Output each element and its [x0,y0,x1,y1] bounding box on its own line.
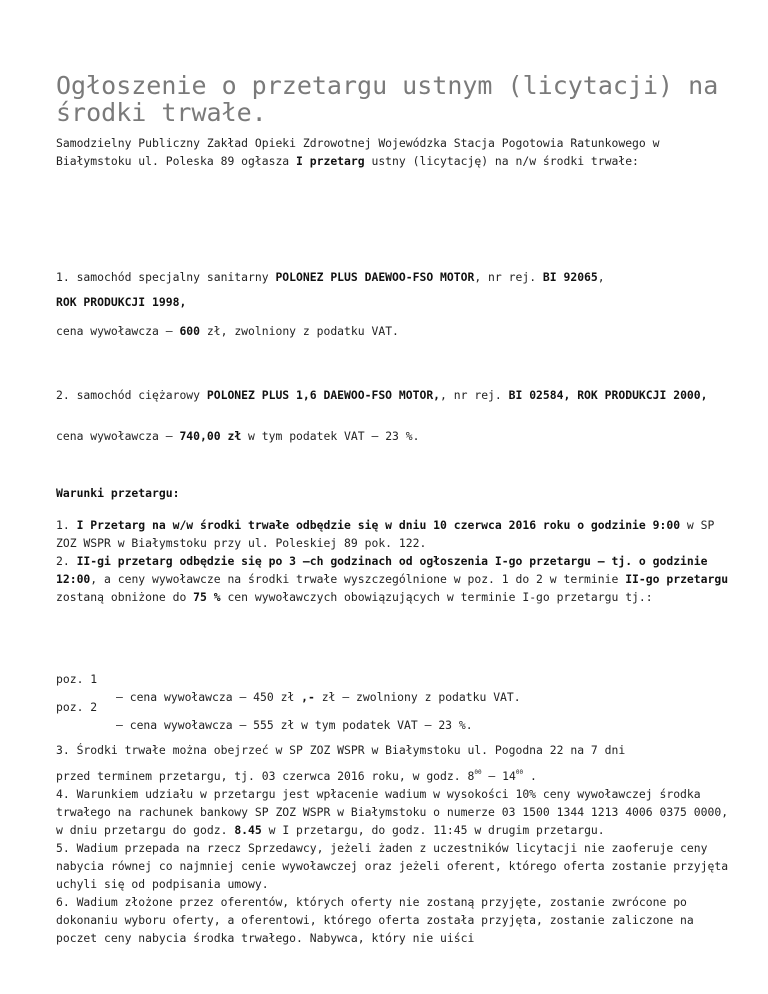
intro-paragraph: Samodzielny Publiczny Zakład Opieki Zdrowotnej Wojewódzka Stacja Pogotowia Ratunkowego w Białymstoku ul. Poleska 89 ogłasza I przetarg ustny (licytację) na n/w środki trwałe: [56,136,667,168]
conditions-paragraph: 1. I Przetarg na w/w środki trwałe odbędzie się w dniu 10 czerwca 2016 roku o godzinie 9:00 w SP ZOZ WSPR w Białymstoku przy ul. Poleskiej 89 pok. 122. 2. II-gi przetarg odbędzie się po 3 –ch godzinach od ogłoszenia I-go przetargu – tj. o godzinie 12:00, a ceny wywoławcze na środki trwałe wyszczególnione w poz. 1 do 2 w terminie II-go przetargu zostaną obniżone do 75 % cen wywoławczych obowiązujących w terminie I-go przetargu tj.: [56,518,735,604]
item2-price: cena wywoławcza – 740,00 zł w tym podatek VAT – 23 %. [56,429,420,443]
position-label: poz. 2 [56,700,98,714]
item1-line1: 1. samochód specjalny sanitarny POLONEZ PLUS DAEWOO-FSO MOTOR, nr rej. BI 92065, [56,270,605,284]
points-4-6 [56,785,736,947]
item1-price: cena wywoławcza – 600 zł, zwolniony z podatku VAT. [56,324,399,338]
position-text: – cena wywoławcza – 450 zł ,- zł – zwolniony z podatku VAT. [116,690,521,704]
position-text: – cena wywoławcza – 555 zł w tym podatek VAT – 23 %. [116,718,473,732]
item1-line2: ROK PRODUKCJI 1998, [56,295,187,309]
conditions-heading: Warunki przetargu: [56,486,180,500]
position-label: poz. 1 [56,672,98,686]
point6: 6. Wadium złożone przez oferentów, których oferty nie zostaną przyjęte, zostanie zwrócone po dokonaniu wyboru oferty, a oferentowi, którego oferta została przyjęta, zostanie zaliczone na poczet ceny nabycia środka trwałego. Nabywca, który nie uiści [56,895,701,945]
point3-line1: 3. Środki trwałe można obejrzeć w SP ZOZ WSPR w Białymstoku ul. Pogodna 22 na 7 dni [56,743,626,757]
point5: 5. Wadium przepada na rzecz Sprzedawcy, jeżeli żaden z uczestników licytacji nie zaoferuje ceny nabycia równej co najmniej cenie wywoławczej oraz jeżeli oferent, którego oferta zostanie przyjęta uchyli się od podpisania umowy. [56,841,735,891]
intro-bold: I przetarg [296,154,365,168]
item2-line1: 2. samochód ciężarowy POLONEZ PLUS 1,6 DAEWOO-FSO MOTOR,, nr rej. BI 02584, ROK PRODUKCJI 2000, [56,388,708,402]
page-title: Ogłoszenie o przetargu ustnym (licytacji) na środki trwałe. [56,71,719,127]
point4: 4. Warunkiem udziału w przetargu jest wpłacenie wadium w wysokości 10% ceny wywoławczej środka trwałego na rachunek bankowy SP ZOZ WSPR w Białymstoku o numerze 03 1500 1344 1213 4006 0375 0000, w dniu przetargu do godz. 8.45 w I przetargu, do godz. 11:45 w drugim przetargu. [56,787,735,837]
point3-line2: przed terminem przetargu, tj. 03 czerwca 2016 roku, w godz. $8^{00} - 14^{00}$ . [56,769,537,783]
